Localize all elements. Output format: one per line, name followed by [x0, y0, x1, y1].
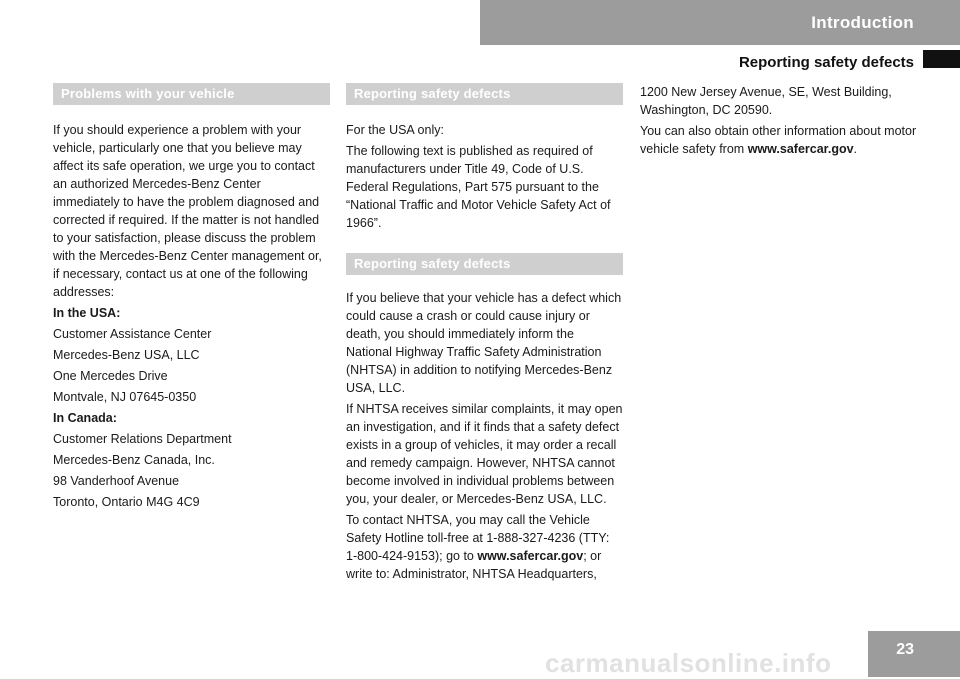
- info-paragraph: You can also obtain other information about motor vehicle safety from www.safercar.gov.: [640, 124, 917, 156]
- heading-problems: Problems with your vehicle: [53, 83, 330, 105]
- contact-paragraph: To contact NHTSA, you may call the Vehicle Safety Hotline toll-free at 1-888-327-4236 (TTY: 1-800-424-9153); go to www.safercar.gov; or write to: Administrator, NHTSA Headquarters,: [346, 513, 610, 581]
- address-line: One Mercedes Drive: [53, 369, 168, 383]
- address-line: 98 Vanderhoof Avenue: [53, 474, 180, 488]
- column-2: [346, 83, 623, 586]
- safercar-link[interactable]: www.safercar.gov: [747, 142, 854, 156]
- address-line: Montvale, NJ 07645-0350: [53, 390, 197, 404]
- page-number-tab: [868, 631, 960, 677]
- column-3: [640, 83, 918, 161]
- heading-reporting-1: Reporting safety defects: [346, 83, 623, 105]
- investigation-paragraph: If NHTSA receives similar complaints, it may open an investigation, and if it finds that a safety defect exists in a group of vehicles, it may order a recall and remedy campaign. However, NHTSA cannot become involved in individual problems between you, your dealer, or Mercedes-Benz USA, LLC.: [346, 402, 623, 506]
- watermark: carmanualsonline.info: [545, 648, 832, 678]
- defect-paragraph: If you believe that your vehicle has a defect which could cause a crash or could cause injury or death, you should immediately inform the National Highway Traffic Safety Administration (NHTSA) in addition to notifying Mercedes-Benz USA, LLC.: [346, 291, 622, 395]
- section-marker: [923, 50, 960, 68]
- page-number: 23: [896, 641, 914, 658]
- address-line: Mercedes-Benz USA, LLC: [53, 348, 200, 362]
- canada-label: In Canada:: [53, 411, 117, 425]
- heading-reporting-2: Reporting safety defects: [346, 253, 623, 275]
- section-title: Reporting safety defects: [738, 54, 914, 71]
- address-line: Toronto, Ontario M4G 4C9: [53, 495, 200, 509]
- title49-paragraph: The following text is published as required of manufacturers under Title 49, Code of U.S. Federal Regulations, Part 575 pursuant to the “National Traffic and Motor Vehicle Safety Act of 1966”.: [346, 144, 611, 230]
- address-line: Customer Relations Department: [53, 432, 232, 446]
- intro-paragraph: If you should experience a problem with your vehicle, particularly one that you believe may affect its safe operation, we urge you to contact an authorized Mercedes-Benz Center immediately to have the problem diagnosed and corrected if required. If the matter is not handled to your satisfaction, please discuss the problem with the Mercedes-Benz Center management or, if necessary, contact us at one of the following addresses:: [53, 123, 322, 299]
- column-1: [53, 83, 330, 514]
- chapter-tab: [480, 0, 960, 45]
- nhtsa-address: 1200 New Jersey Avenue, SE, West Building, Washington, DC 20590.: [640, 85, 892, 117]
- address-line: Mercedes-Benz Canada, Inc.: [53, 453, 215, 467]
- usa-only-text: For the USA only:: [346, 123, 444, 137]
- address-line: Customer Assistance Center: [53, 327, 212, 341]
- chapter-title: Introduction: [811, 13, 914, 32]
- safercar-link[interactable]: www.safercar.gov: [477, 549, 584, 563]
- usa-label: In the USA:: [53, 306, 121, 320]
